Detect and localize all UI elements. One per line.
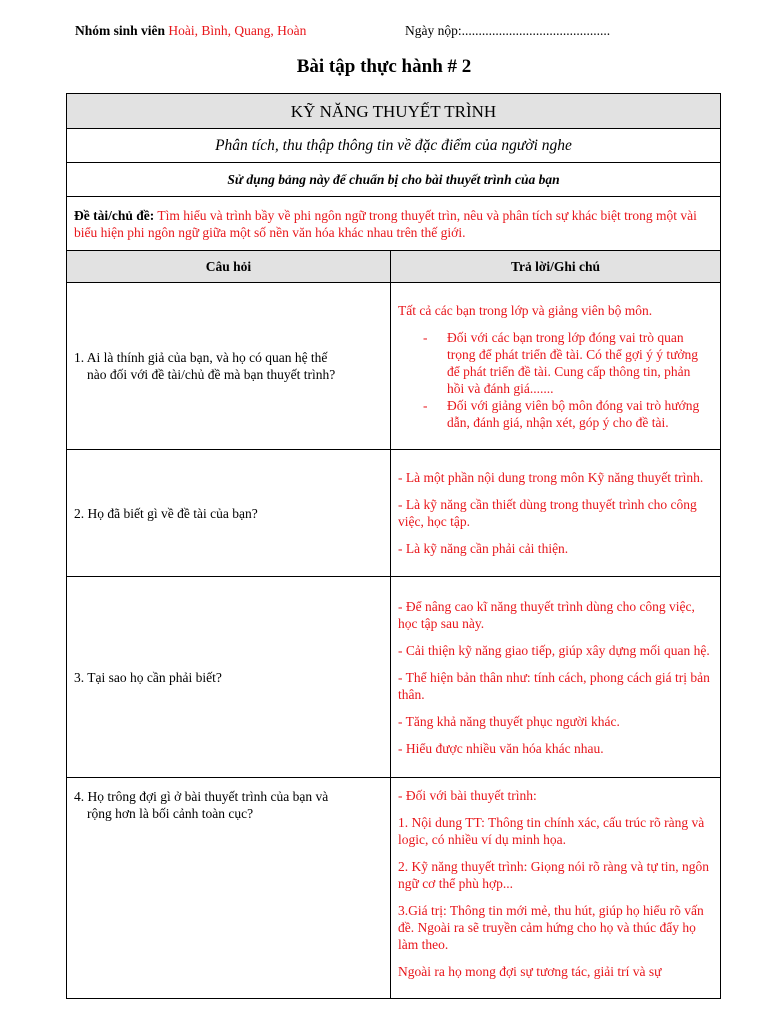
answer-line: - Cải thiện kỹ năng giao tiếp, giúp xây dựng mối quan hệ. (398, 642, 710, 658)
answer-line: - Hiểu được nhiều văn hóa khác nhau. (398, 740, 604, 756)
question-text: 1. Ai là thính giả của bạn, và họ có quan hệ thế (74, 350, 328, 365)
subtitle-instruction: Sử dụng bảng này để chuẩn bị cho bài thuyết trình của bạn (67, 163, 721, 197)
answer-line: - Là kỹ năng cần thiết dùng trong thuyết trình cho công việc, học tập. (398, 497, 697, 529)
answer-bullet: - Đối với giảng viên bộ môn đóng vai trò hướng dẫn, đánh giá, nhận xét, góp ý cho đề tài. (423, 397, 700, 430)
subtitle-row (67, 129, 721, 163)
question-row-1 (67, 283, 721, 450)
answer-bullet: - Đối với các bạn trong lớp đóng vai trò quan trọng để phát triển đề tài. Có thể gợi ý ý tưởng để phát triển đề tài. Cung cấp thông tin, phản hồi và đánh giá....... (423, 329, 699, 396)
worksheet-table (66, 93, 721, 999)
column-header-row (67, 251, 721, 283)
question-text-cont: nào đối với đề tài/chủ đề mà bạn thuyết trình? (87, 367, 336, 382)
question-text: 3. Tại sao họ cần phải biết? (74, 669, 222, 685)
answer-bullet-list (398, 329, 713, 431)
question-row-2 (67, 450, 721, 577)
question-cell (67, 577, 391, 778)
answer-line: 3.Giá trị: Thông tin mới mẻ, thu hút, giúp họ hiểu rõ vấn đề. Ngoài ra sẽ truyền cảm hứng cho họ và thúc đẩy họ làm theo. (398, 903, 704, 952)
group-label: Nhóm sinh viên (75, 23, 166, 38)
answer-line: - Tăng khả năng thuyết phục người khác. (398, 713, 620, 729)
answer-line: - Đối với bài thuyết trình: (398, 788, 537, 803)
answer-line: 1. Nội dung TT: Thông tin chính xác, cấu trúc rõ ràng và logic, có nhiều ví dụ minh họa. (398, 815, 705, 847)
question-cell (67, 283, 391, 450)
subtitle-analysis: Phân tích, thu thập thông tin về đặc điểm của người nghe (67, 129, 721, 163)
group-members: Hoài, Bình, Quang, Hoàn (168, 23, 307, 38)
topic-row (67, 197, 721, 251)
question-cell (67, 450, 391, 577)
answer-cell (391, 778, 721, 999)
answer-line: - Là kỹ năng cần phải cải thiện. (398, 541, 569, 556)
submission-date: Ngày nộp:............................................ (405, 23, 611, 38)
instruction-row (67, 163, 721, 197)
question-text-cont: rộng hơn là bối cảnh toàn cục? (87, 806, 254, 821)
skill-title-row (67, 94, 721, 129)
answer-line: - Là một phần nội dung trong môn Kỹ năng thuyết trình. (398, 470, 704, 485)
page-title: Bài tập thực hành # 2 (296, 56, 472, 77)
column-header-question: Câu hỏi (67, 251, 391, 283)
question-text: 2. Họ đã biết gì về đề tài của bạn? (74, 505, 258, 521)
answer-cell (391, 577, 721, 778)
header-line (75, 23, 611, 39)
topic-label: Đề tài/chủ đề (74, 207, 150, 223)
answer-line: 2. Kỹ năng thuyết trình: Giọng nói rõ ràng và tự tin, ngôn ngữ cơ thể phù hợp... (398, 859, 710, 891)
question-text: 4. Họ trông đợi gì ở bài thuyết trình của bạn và (74, 789, 329, 804)
answer-cell (391, 283, 721, 450)
question-cell (67, 778, 391, 999)
topic-cell: Đề tài/chủ đề: Tìm hiểu và trình bầy về phi ngôn ngữ trong thuyết trìn, nêu và phân tích sự khác biệt trong một vài biểu hiện phi ngôn ngữ giữa một số nền văn hóa khác nhau trên thế giới. (67, 197, 721, 251)
question-row-4 (67, 778, 721, 999)
answer-line: - Thể hiện bản thân như: tính cách, phong cách giá trị bản thân. (398, 669, 710, 702)
answer-line: - Để nâng cao kĩ năng thuyết trình dùng cho công việc, học tập sau này. (398, 598, 695, 631)
question-row-3 (67, 577, 721, 778)
column-header-answer: Trả lời/Ghi chú (391, 251, 721, 283)
skill-title: KỸ NĂNG THUYẾT TRÌNH (67, 94, 721, 129)
answer-line: Ngoài ra họ mong đợi sự tương tác, giải trí và sự (398, 964, 662, 979)
answer-cell (391, 450, 721, 577)
answer-intro: Tất cả các bạn trong lớp và giảng viên bộ môn. (398, 302, 653, 318)
topic-text: Tìm hiểu và trình bầy về phi ngôn ngữ trong thuyết trìn, nêu và phân tích sự khác biệt trong một vài biểu hiện phi ngôn ngữ giữa một số nền văn hóa khác nhau trên thế giới. (74, 207, 697, 240)
